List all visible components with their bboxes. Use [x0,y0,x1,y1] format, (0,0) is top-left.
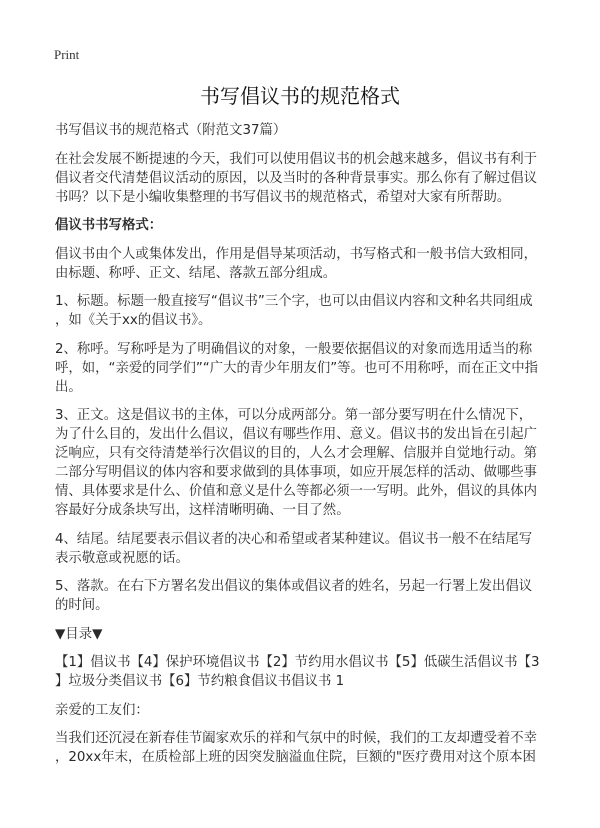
text-line: 倡议书书写格式： [55,218,163,233]
text-line: 4、结尾。结尾要表示倡议者的决心和希望或者某种建议。倡议书一般不在结尾写 [55,531,533,547]
text-line: 当我们还沉浸在新春佳节阖家欢乐的祥和气氛中的时候，我们的工友却遭受着不幸 [55,731,538,746]
toc-links[interactable] [55,653,555,691]
text-line: 书吗？以下是小编收集整理的书写倡议书的规范格式，希望对大家有所帮助。 [55,189,511,205]
item-1 [55,292,555,330]
text-line: 5、落款。在右下方署名发出倡议的集体或倡议者的姓名，另起一行署上发出倡议 [55,579,533,594]
text-line: 表示敬意或祝愿的话。 [55,550,189,566]
text-line: 为了什么目的，发出什么倡议，倡议有哪些作用、意义。倡议书的发出旨在引起广 [55,427,538,442]
text-line: ，20xx年末，在质检部上班的因突发脑溢血住院，巨额的"医疗费用对这个原本困 [55,750,536,765]
text-line: 2、称呼。写称呼是为了明确倡议的对象，一般要依据倡议的对象而选用适当的称 [55,341,533,357]
toc-heading [55,625,555,644]
text-line: 泛响应，只有交待清楚举行次倡议的目的，人么才会理解、信服并自觉地行动。第 [55,446,538,461]
text-line: 出。 [55,379,82,395]
text-line: 的时间。 [55,598,109,613]
letter-body [55,729,555,767]
toc-link-line[interactable]: 【1】倡议书【4】保护环境倡议书【2】节约用水倡议书【5】低碳生活倡议书【3 [55,655,540,670]
text-line: 由标题、称呼、正文、结尾、落款五部分组成。 [55,265,337,281]
item-3 [55,406,555,520]
subtitle [55,121,555,140]
text-line: 容最好分成条块写出，这样清晰明确、一目了然。 [55,503,350,518]
text-line: 亲爱的工友们： [55,702,149,718]
text-line: 书写倡议书的规范格式（附范文37篇） [55,123,287,138]
page-title: 书写倡议书的规范格式 [200,84,400,108]
intro [55,150,555,207]
text-line: 1、标题。标题一般直接写“倡议书”三个字，也可以由倡议内容和文种名共同组成 [55,294,533,309]
toc-link-line[interactable]: 】垃圾分类倡议书【6】节约粮食倡议书倡议书 1 [55,674,345,689]
text-line: 倡议书由个人或集体发出，作用是倡导某项活动，书写格式和一般书信大致相同， [55,246,538,262]
text-line: 情、具体要求是什么、价值和意义是什么等都必须一一写明。此外，倡议的具体内 [55,484,538,499]
text-line: 呼，如，“亲爱的同学们”“广大的青少年朋友们”等。也可不用称呼，而在正文中指 [55,360,539,376]
text-line: ▼目录▼ [55,626,103,642]
item-4 [55,530,555,568]
print-link[interactable]: Print [54,47,80,62]
text-line: 二部分写明倡议的体内容和要求做到的具体事项，如应开展怎样的活动、做哪些事 [55,465,538,480]
section-heading [55,216,555,235]
document-body [55,121,555,777]
text-line: 在社会发展不断提速的今天，我们可以使用倡议书的机会越来越多，倡议书有利于 [55,151,538,167]
text-line: 3、正文。这是倡议书的主体，可以分成两部分。第一部分要写明在什么情况下， [55,408,533,423]
overview [55,245,555,283]
item-5 [55,577,555,615]
text-line: ，如《关于xx的倡议书》。 [55,313,212,328]
salutation [55,701,555,720]
text-line: 倡议者交代清楚倡议活动的原因，以及当时的各种背景事实。那么你有了解过倡议 [55,170,538,186]
item-2 [55,340,555,397]
